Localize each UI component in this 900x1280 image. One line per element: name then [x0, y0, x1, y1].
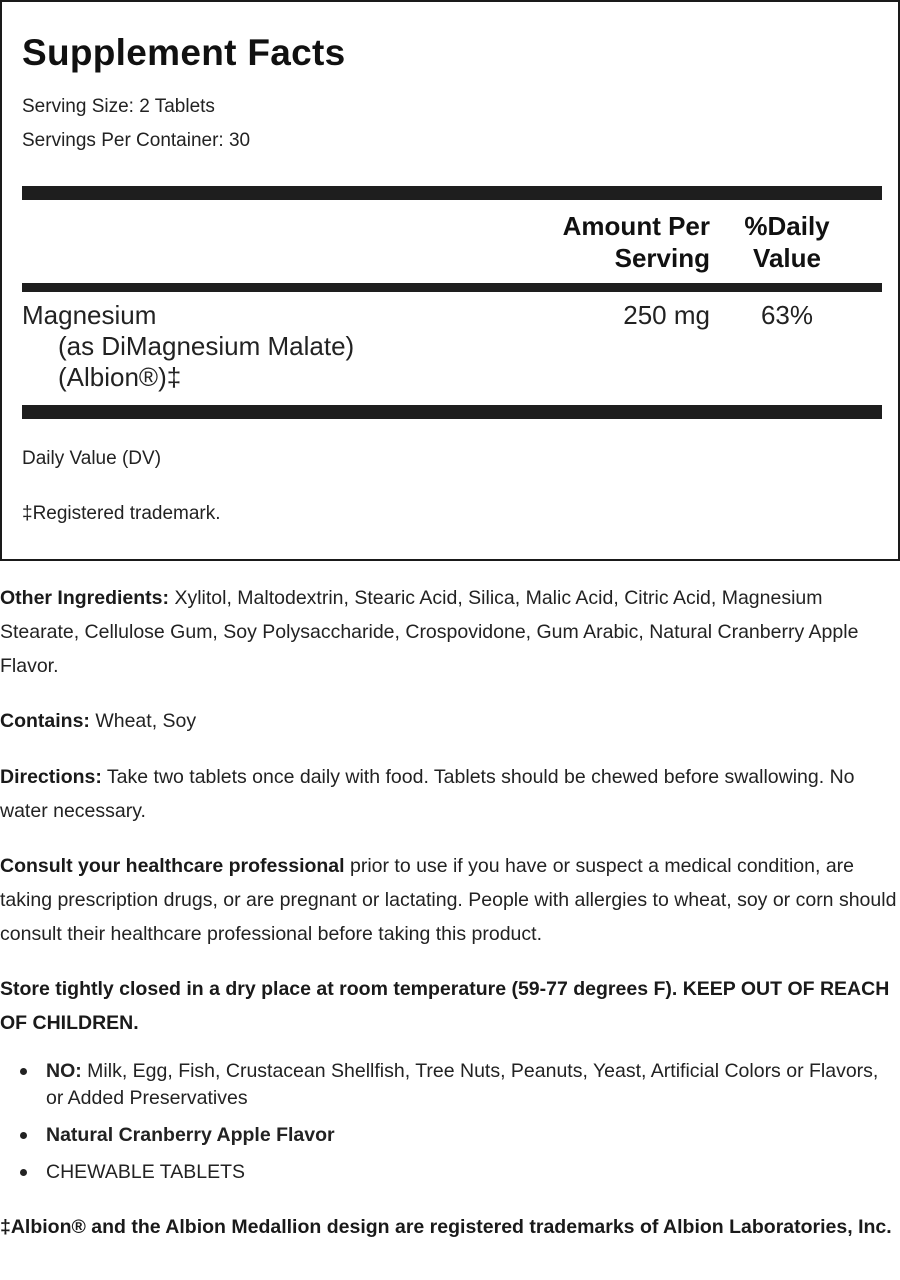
list-item: [0, 1058, 900, 1112]
registered-trademark-note: ‡Registered trademark.: [22, 503, 221, 524]
albion-trademark-note: ‡Albion® and the Albion Medallion design are registered trademarks of Albion Laboratories, Inc.: [0, 1216, 892, 1238]
bullet-dot-icon: [20, 1169, 27, 1176]
bullet-dot-icon: [20, 1068, 27, 1075]
chewable-label: CHEWABLE TABLETS: [46, 1161, 246, 1183]
nutrient-form: (as DiMagnesium Malate): [58, 331, 355, 361]
nutrient-name: Magnesium: [22, 300, 157, 330]
nutrient-daily-value: 63%: [760, 300, 814, 330]
servings-per-container: Servings Per Container: 30: [22, 130, 251, 151]
bullet-dot-icon: [20, 1132, 27, 1139]
supplement-facts-panel: [0, 0, 900, 561]
no-label: NO:: [46, 1060, 82, 1082]
medium-rule: [22, 283, 882, 292]
directions-label: Directions:: [0, 766, 102, 788]
thick-rule-bottom: [22, 405, 882, 419]
other-ingredients-label: Other Ingredients:: [0, 587, 170, 609]
nutrient-row-magnesium: [22, 300, 354, 393]
storage-warning: Store tightly closed in a dry place at room temperature (59-77 degrees F). KEEP OUT OF REACH OF CHILDREN.: [0, 978, 890, 1034]
flavor-label: Natural Cranberry Apple Flavor: [46, 1124, 335, 1146]
dv-header-line2: Value: [753, 243, 821, 273]
amount-header-line2: Serving: [614, 243, 710, 273]
no-text: Milk, Egg, Fish, Crustacean Shellfish, Tree Nuts, Peanuts, Yeast, Artificial Colors or Flavors, or Added Preservatives: [46, 1060, 879, 1109]
consult-warning: [0, 849, 900, 951]
list-item: [0, 1159, 900, 1186]
amount-per-serving-header: [522, 210, 710, 274]
contains-text: Wheat, Soy: [89, 710, 197, 732]
dv-header-line1: %Daily: [744, 211, 830, 241]
consult-label: Consult your healthcare professional: [0, 855, 345, 877]
other-ingredients: [0, 581, 900, 683]
directions: [0, 760, 900, 828]
contains-label: Contains:: [0, 710, 90, 732]
other-ingredients-text: Xylitol, Maltodextrin, Stearic Acid, Silica, Malic Acid, Citric Acid, Magnesium Stearate, Cellulose Gum, Soy Polysaccharide, Crospovidone, Gum Arabic, Natural Cranberry Apple Flavor.: [0, 587, 859, 677]
feature-bullet-list: [0, 1058, 900, 1196]
daily-value-header: [732, 210, 842, 274]
serving-size: Serving Size: 2 Tablets: [22, 96, 215, 117]
contains: [0, 704, 900, 738]
list-item: [0, 1122, 900, 1149]
consult-text: prior to use if you have or suspect a medical condition, are taking prescription drugs, or are pregnant or lactating. People with allergies to wheat, soy or corn should consult their healthcare professional before taking this product.: [0, 855, 897, 945]
daily-value-note: Daily Value (DV): [22, 448, 162, 469]
facts-title: Supplement Facts: [22, 32, 346, 73]
thick-rule-top: [22, 186, 882, 200]
nutrient-brand: (Albion®)‡: [58, 362, 182, 392]
amount-header-line1: Amount Per: [562, 211, 710, 241]
nutrient-amount: 250 mg: [623, 300, 710, 330]
directions-text: Take two tablets once daily with food. Tablets should be chewed before swallowing. No water necessary.: [0, 766, 855, 822]
